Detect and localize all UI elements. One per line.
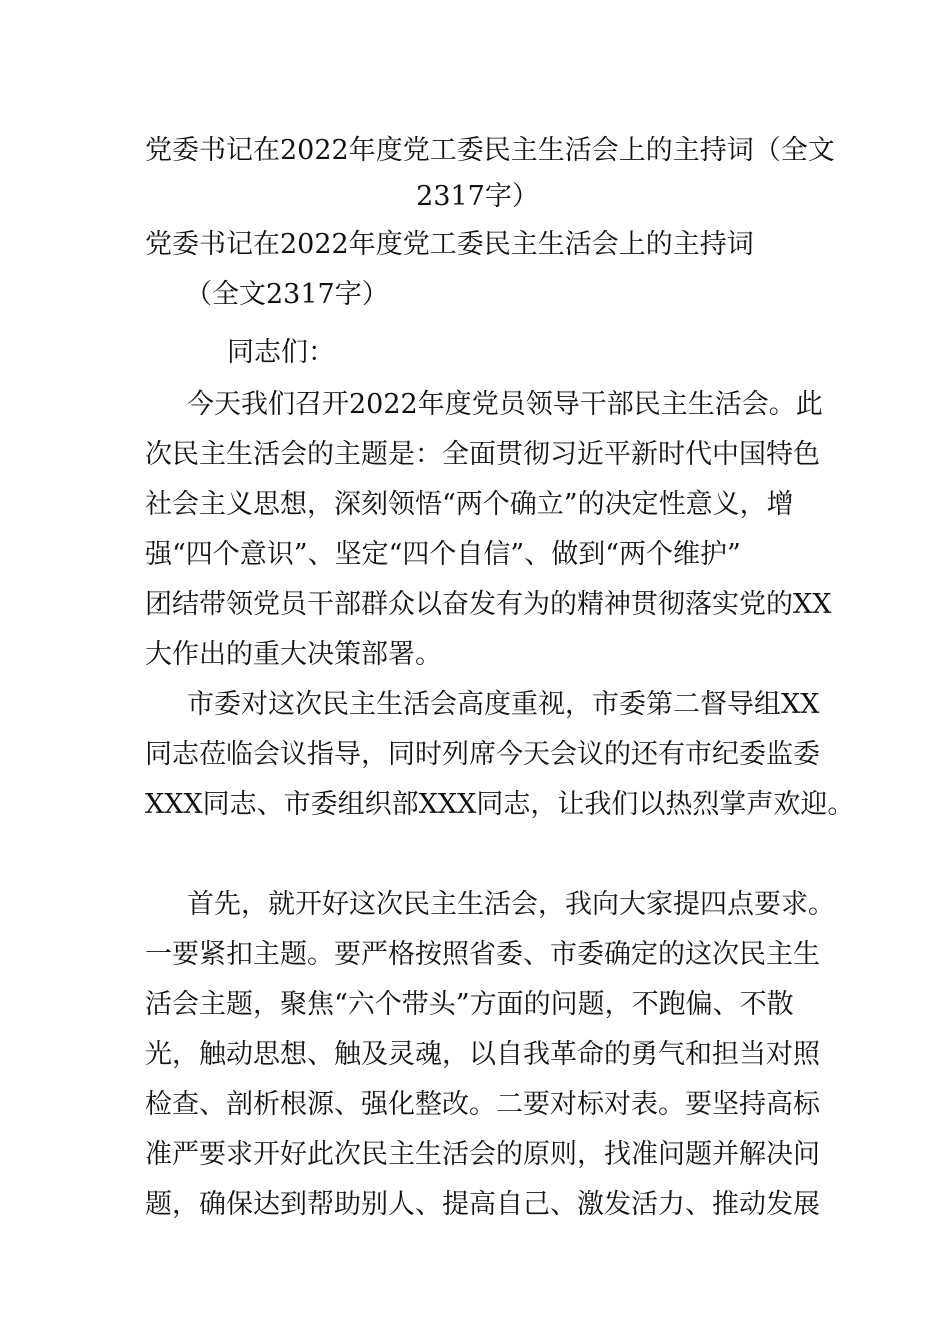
paragraph-3	[145, 880, 835, 1230]
paragraph-2	[145, 680, 855, 830]
paragraph-line: 光，触动思想、触及灵魂，以自我革命的勇气和担当对照	[145, 1039, 820, 1070]
paragraph-line: XXX同志、市委组织部XXX同志，让我们以热烈掌声欢迎。	[145, 789, 855, 820]
document-title-line-1: 党委书记在2022年度党工委民主生活会上的主持词（全文	[145, 135, 835, 166]
paragraph-line: 同志莅临会议指导，同时列席今天会议的还有市纪委监委	[145, 739, 820, 770]
paragraph-line: 活会主题，聚焦“六个带头”方面的问题，不跑偏、不散	[145, 989, 794, 1020]
paragraph-line: 今天我们召开2022年度党员领导干部民主生活会。此	[187, 389, 823, 420]
paragraph-line: 团结带领党员干部群众以奋发有为的精神贯彻落实党的XX	[145, 589, 832, 620]
salutation: 同志们：	[227, 337, 335, 368]
document-title-line-2: 2317字）	[416, 181, 539, 212]
paragraph-line: 次民主生活会的主题是：全面贯彻习近平新时代中国特色	[145, 439, 820, 470]
paragraph-line: 首先，就开好这次民主生活会，我向大家提四点要求。	[187, 889, 835, 920]
document-subtitle: 党委书记在2022年度党工委民主生活会上的主持词	[145, 229, 754, 260]
document-title	[145, 128, 835, 220]
paragraph-line: 检查、剖析根源、强化整改。二要对标对表。要坚持高标	[145, 1089, 820, 1120]
paragraph-line: 一要紧扣主题。要严格按照省委、市委确定的这次民主生	[145, 939, 820, 970]
paragraph-1	[145, 380, 832, 680]
paragraph-line: 社会主义思想，深刻领悟“两个确立”的决定性意义，增	[145, 489, 794, 520]
document-subtitle-wordcount: （全文2317字）	[185, 279, 389, 310]
paragraph-line: 题，确保达到帮助别人、提高自己、激发活力、推动发展	[145, 1189, 820, 1220]
paragraph-line: 大作出的重大决策部署。	[145, 639, 442, 670]
paragraph-line: 强“四个意识”、坚定“四个自信”、做到“两个维护”	[145, 539, 741, 570]
paragraph-line: 准严要求开好此次民主生活会的原则，找准问题并解决问	[145, 1139, 820, 1170]
document-body	[145, 128, 855, 1230]
paragraph-line: 市委对这次民主生活会高度重视，市委第二督导组XX	[187, 689, 820, 720]
